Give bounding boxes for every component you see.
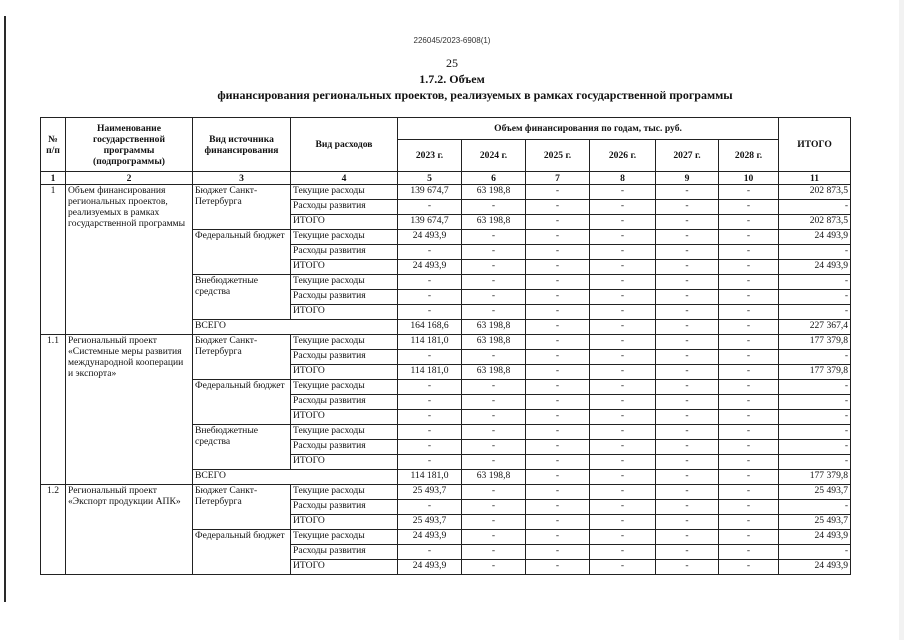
year-value: - — [590, 500, 656, 515]
year-value: - — [526, 485, 590, 500]
year-value: - — [656, 335, 719, 350]
year-value: - — [719, 395, 779, 410]
year-value: - — [462, 530, 526, 545]
expense-type: Расходы развития — [291, 200, 398, 215]
funding-source: Бюджет Санкт-Петербурга — [193, 485, 291, 530]
year-value: - — [526, 215, 590, 230]
header-num: № п/п — [41, 118, 66, 172]
year-value: - — [719, 560, 779, 575]
year-value: - — [656, 545, 719, 560]
expense-type: Текущие расходы — [291, 230, 398, 245]
year-value: - — [590, 440, 656, 455]
year-value: 24 493,9 — [398, 230, 462, 245]
year-value: - — [398, 290, 462, 305]
row-total: - — [779, 395, 851, 410]
expense-type: ИТОГО — [291, 410, 398, 425]
expense-type: Текущие расходы — [291, 275, 398, 290]
expense-type: Текущие расходы — [291, 185, 398, 200]
year-value: - — [719, 290, 779, 305]
header-expense-type: Вид расходов — [291, 118, 398, 172]
year-value: - — [719, 260, 779, 275]
year-value: - — [398, 410, 462, 425]
year-value: - — [526, 500, 590, 515]
row-total: - — [779, 245, 851, 260]
year-value: - — [526, 530, 590, 545]
year-value: - — [398, 500, 462, 515]
column-number: 9 — [656, 172, 719, 185]
year-value: - — [656, 500, 719, 515]
year-value: 164 168,6 — [398, 320, 462, 335]
year-value: - — [526, 350, 590, 365]
year-value: - — [719, 485, 779, 500]
year-value: 24 493,9 — [398, 260, 462, 275]
year-value: - — [590, 455, 656, 470]
document-id: 226045/2023-6908(1) — [413, 36, 491, 45]
year-value: - — [590, 410, 656, 425]
year-value: - — [656, 290, 719, 305]
year-value: - — [590, 260, 656, 275]
table-row — [41, 335, 851, 350]
year-value: - — [719, 410, 779, 425]
expense-type: Расходы развития — [291, 290, 398, 305]
year-value: 24 493,9 — [398, 560, 462, 575]
table-row — [41, 185, 851, 200]
header-year: 2023 г. — [398, 140, 462, 172]
year-value: - — [656, 455, 719, 470]
year-value: - — [462, 200, 526, 215]
year-value: 63 198,8 — [462, 320, 526, 335]
year-value: - — [590, 470, 656, 485]
header-total: ИТОГО — [779, 118, 851, 172]
header-source: Вид источника финансирования — [193, 118, 291, 172]
funding-source: Внебюджетные средства — [193, 275, 291, 320]
year-value: - — [719, 500, 779, 515]
year-value: - — [526, 470, 590, 485]
year-value: - — [656, 515, 719, 530]
year-value: - — [526, 305, 590, 320]
year-value: - — [526, 515, 590, 530]
year-value: - — [719, 320, 779, 335]
year-value: - — [656, 245, 719, 260]
row-total: 177 379,8 — [779, 365, 851, 380]
year-value: - — [656, 230, 719, 245]
year-value: - — [526, 455, 590, 470]
year-value: - — [590, 530, 656, 545]
expense-type: Текущие расходы — [291, 485, 398, 500]
year-value: - — [526, 365, 590, 380]
year-value: 114 181,0 — [398, 335, 462, 350]
year-value: - — [462, 275, 526, 290]
column-number: 1 — [41, 172, 66, 185]
row-total: 24 493,9 — [779, 530, 851, 545]
year-value: - — [719, 350, 779, 365]
row-total: - — [779, 410, 851, 425]
year-value: - — [590, 305, 656, 320]
year-value: - — [656, 260, 719, 275]
year-value: - — [656, 305, 719, 320]
header-program: Наименование государственной программы (подпрограммы) — [66, 118, 193, 172]
year-value: - — [398, 275, 462, 290]
year-value: - — [719, 425, 779, 440]
expense-type: Текущие расходы — [291, 530, 398, 545]
year-value: - — [719, 365, 779, 380]
year-value: - — [462, 380, 526, 395]
expense-type: ИТОГО — [291, 515, 398, 530]
year-value: - — [719, 305, 779, 320]
year-value: - — [590, 395, 656, 410]
year-value: - — [590, 545, 656, 560]
year-value: - — [462, 305, 526, 320]
page-number: 25 — [446, 56, 458, 70]
year-value: - — [719, 245, 779, 260]
year-value: - — [526, 425, 590, 440]
year-value: 63 198,8 — [462, 185, 526, 200]
year-value: - — [462, 485, 526, 500]
row-total: - — [779, 350, 851, 365]
summary-label: ВСЕГО — [193, 470, 398, 485]
year-value: - — [462, 515, 526, 530]
funding-source: Внебюджетные средства — [193, 425, 291, 470]
row-total: - — [779, 380, 851, 395]
year-value: - — [719, 455, 779, 470]
year-value: - — [462, 245, 526, 260]
funding-source: Федеральный бюджет — [193, 230, 291, 275]
row-total: - — [779, 275, 851, 290]
expense-type: ИТОГО — [291, 215, 398, 230]
expense-type: Текущие расходы — [291, 425, 398, 440]
year-value: 139 674,7 — [398, 185, 462, 200]
table-row — [41, 485, 851, 500]
header-volume: Объем финансирования по годам, тыс. руб. — [398, 118, 779, 140]
year-value: - — [656, 485, 719, 500]
year-value: - — [719, 515, 779, 530]
year-value: - — [590, 335, 656, 350]
summary-label: ВСЕГО — [193, 320, 398, 335]
year-value: - — [590, 200, 656, 215]
column-number: 11 — [779, 172, 851, 185]
column-number: 6 — [462, 172, 526, 185]
column-number: 10 — [719, 172, 779, 185]
year-value: - — [656, 380, 719, 395]
year-value: - — [398, 440, 462, 455]
year-value: - — [719, 380, 779, 395]
year-value: - — [590, 515, 656, 530]
year-value: - — [462, 290, 526, 305]
year-value: - — [398, 425, 462, 440]
year-value: - — [656, 365, 719, 380]
year-value: - — [719, 275, 779, 290]
year-value: - — [526, 245, 590, 260]
year-value: - — [656, 200, 719, 215]
year-value: - — [590, 215, 656, 230]
year-value: - — [462, 440, 526, 455]
row-total: 177 379,8 — [779, 335, 851, 350]
funding-source: Бюджет Санкт-Петербурга — [193, 335, 291, 380]
row-total: - — [779, 290, 851, 305]
section-title: 1.7.2. Объем — [419, 72, 485, 86]
year-value: - — [656, 470, 719, 485]
column-number: 8 — [590, 172, 656, 185]
year-value: - — [590, 230, 656, 245]
year-value: - — [462, 455, 526, 470]
year-value: - — [398, 545, 462, 560]
year-value: - — [719, 215, 779, 230]
header-year: 2024 г. — [462, 140, 526, 172]
expense-type: ИТОГО — [291, 305, 398, 320]
year-value: - — [719, 470, 779, 485]
year-value: - — [719, 200, 779, 215]
year-value: - — [526, 200, 590, 215]
year-value: 24 493,9 — [398, 530, 462, 545]
year-value: - — [398, 395, 462, 410]
header-year: 2028 г. — [719, 140, 779, 172]
year-value: - — [462, 260, 526, 275]
program-name: Региональный проект «Экспорт продукции АПК» — [66, 485, 193, 575]
expense-type: Расходы развития — [291, 545, 398, 560]
year-value: - — [719, 230, 779, 245]
year-value: 63 198,8 — [462, 335, 526, 350]
year-value: - — [526, 440, 590, 455]
expense-type: Расходы развития — [291, 395, 398, 410]
year-value: - — [656, 425, 719, 440]
year-value: - — [719, 545, 779, 560]
year-value: - — [462, 500, 526, 515]
program-name: Региональный проект «Системные меры развития международной кооперации и экспорта» — [66, 335, 193, 485]
expense-type: Текущие расходы — [291, 380, 398, 395]
year-value: - — [656, 530, 719, 545]
table-body — [41, 185, 851, 575]
expense-type: ИТОГО — [291, 560, 398, 575]
header-year: 2027 г. — [656, 140, 719, 172]
year-value: - — [656, 275, 719, 290]
expense-type: Расходы развития — [291, 500, 398, 515]
funding-source: Бюджет Санкт-Петербурга — [193, 185, 291, 230]
section-subtitle: финансирования региональных проектов, реализуемых в рамках государственной программы — [217, 88, 733, 102]
expense-type: Расходы развития — [291, 245, 398, 260]
year-value: - — [526, 260, 590, 275]
row-total: 25 493,7 — [779, 515, 851, 530]
year-value: - — [526, 410, 590, 425]
row-total: - — [779, 545, 851, 560]
year-value: - — [590, 425, 656, 440]
year-value: - — [398, 380, 462, 395]
year-value: - — [656, 440, 719, 455]
year-value: - — [526, 320, 590, 335]
expense-type: Расходы развития — [291, 350, 398, 365]
year-value: - — [656, 215, 719, 230]
year-value: - — [590, 485, 656, 500]
year-value: - — [590, 350, 656, 365]
row-total: 202 873,5 — [779, 215, 851, 230]
row-total: - — [779, 425, 851, 440]
year-value: - — [526, 545, 590, 560]
year-value: 114 181,0 — [398, 470, 462, 485]
year-value: - — [526, 380, 590, 395]
row-total: - — [779, 440, 851, 455]
expense-type: Расходы развития — [291, 440, 398, 455]
year-value: - — [526, 185, 590, 200]
scan-edge — [4, 16, 6, 602]
row-total: 24 493,9 — [779, 560, 851, 575]
row-total: - — [779, 500, 851, 515]
year-value: - — [526, 290, 590, 305]
year-value: - — [590, 185, 656, 200]
year-value: 63 198,8 — [462, 470, 526, 485]
year-value: - — [462, 350, 526, 365]
row-total: 24 493,9 — [779, 230, 851, 245]
year-value: - — [590, 245, 656, 260]
expense-type: ИТОГО — [291, 455, 398, 470]
year-value: - — [590, 560, 656, 575]
year-value: - — [398, 305, 462, 320]
year-value: - — [590, 380, 656, 395]
year-value: - — [398, 350, 462, 365]
year-value: - — [590, 275, 656, 290]
funding-source: Федеральный бюджет — [193, 380, 291, 425]
year-value: - — [526, 275, 590, 290]
year-value: - — [656, 395, 719, 410]
row-total: - — [779, 455, 851, 470]
year-value: 63 198,8 — [462, 365, 526, 380]
year-value: 63 198,8 — [462, 215, 526, 230]
year-value: - — [398, 245, 462, 260]
summary-total: 177 379,8 — [779, 470, 851, 485]
row-number: 1.1 — [41, 335, 66, 485]
year-value: - — [462, 545, 526, 560]
row-total: 202 873,5 — [779, 185, 851, 200]
expense-type: ИТОГО — [291, 365, 398, 380]
column-number: 4 — [291, 172, 398, 185]
row-total: - — [779, 305, 851, 320]
year-value: - — [462, 395, 526, 410]
expense-type: Текущие расходы — [291, 335, 398, 350]
year-value: - — [398, 455, 462, 470]
row-number: 1 — [41, 185, 66, 335]
year-value: - — [656, 350, 719, 365]
expense-type: ИТОГО — [291, 260, 398, 275]
year-value: 25 493,7 — [398, 485, 462, 500]
year-value: - — [590, 365, 656, 380]
column-number: 2 — [66, 172, 193, 185]
year-value: - — [526, 230, 590, 245]
row-number: 1.2 — [41, 485, 66, 575]
row-total: - — [779, 200, 851, 215]
summary-total: 227 367,4 — [779, 320, 851, 335]
program-name: Объем финансирования региональных проектов, реализуемых в рамках государственной программы — [66, 185, 193, 335]
year-value: - — [462, 410, 526, 425]
year-value: - — [656, 185, 719, 200]
year-value: - — [656, 320, 719, 335]
year-value: - — [526, 395, 590, 410]
year-value: 114 181,0 — [398, 365, 462, 380]
header-year: 2026 г. — [590, 140, 656, 172]
year-value: - — [656, 560, 719, 575]
column-number: 7 — [526, 172, 590, 185]
row-total: 25 493,7 — [779, 485, 851, 500]
year-value: - — [719, 185, 779, 200]
year-value: 25 493,7 — [398, 515, 462, 530]
year-value: - — [719, 530, 779, 545]
year-value: - — [590, 290, 656, 305]
year-value: - — [656, 410, 719, 425]
year-value: - — [462, 425, 526, 440]
year-value: - — [719, 440, 779, 455]
year-value: - — [719, 335, 779, 350]
column-number: 3 — [193, 172, 291, 185]
year-value: - — [526, 560, 590, 575]
year-value: - — [462, 230, 526, 245]
year-value: - — [526, 335, 590, 350]
column-number: 5 — [398, 172, 462, 185]
year-value: - — [462, 560, 526, 575]
year-value: - — [590, 320, 656, 335]
financing-table — [40, 117, 851, 575]
row-total: 24 493,9 — [779, 260, 851, 275]
header-year: 2025 г. — [526, 140, 590, 172]
year-value: - — [398, 200, 462, 215]
year-value: 139 674,7 — [398, 215, 462, 230]
funding-source: Федеральный бюджет — [193, 530, 291, 575]
